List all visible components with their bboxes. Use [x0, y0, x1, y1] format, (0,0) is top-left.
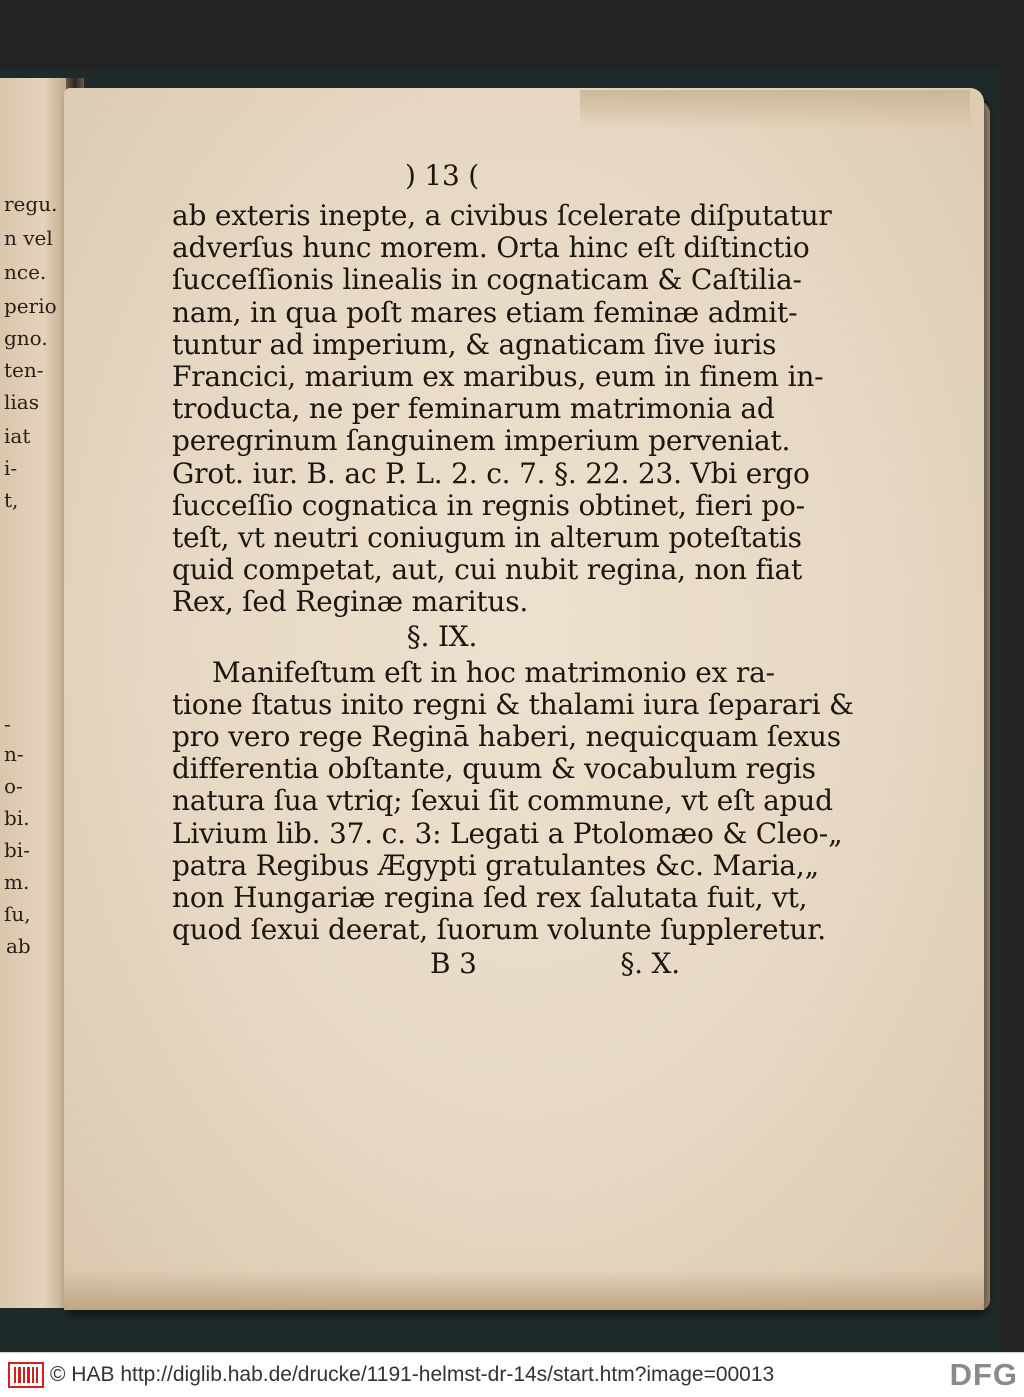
- barcode-icon: [6, 1360, 46, 1390]
- page-footer: [172, 948, 712, 980]
- left-fragment: bi.: [4, 806, 30, 830]
- left-page: [0, 78, 72, 1308]
- paper-stain: [580, 90, 970, 130]
- text-line: pro vero rege Reginā haberi, nequicquam ſexus: [172, 720, 841, 754]
- left-fragment: ten-: [4, 358, 44, 382]
- left-fragment: nce.: [4, 260, 47, 284]
- text-line: peregrinum ſanguinem imperium perveniat.: [172, 424, 791, 458]
- copyright-url[interactable]: © HAB http://diglib.hab.de/drucke/1191-helmst-dr-14s/start.htm?image=00013: [50, 1363, 775, 1386]
- footer-bar: [0, 1352, 1024, 1397]
- text-line: quod ſexui deerat, ſuorum volunte ſuppleretur.: [172, 913, 827, 947]
- left-fragment: bi-: [4, 838, 30, 862]
- left-fragment: ſu,: [4, 902, 31, 926]
- text-line: Livium lib. 37. c. 3: Legati a Ptolomæo & Cleo-„: [172, 816, 843, 850]
- left-fragment: n-: [4, 742, 24, 766]
- left-fragment: iat: [4, 424, 31, 448]
- left-fragment: perio: [4, 294, 57, 318]
- signature-mark: B 3: [430, 947, 477, 981]
- dfg-logo: DFG: [949, 1357, 1018, 1392]
- text-line: ſucceſſionis linealis in cognaticam & Caſtilia-: [172, 263, 802, 297]
- text-line: non Hungariæ regina ſed rex ſalutata fuit, vt,: [172, 881, 808, 915]
- text-line: teſt, vt neutri coniugum in alterum poteſtatis: [172, 521, 802, 555]
- section-heading: §. IX.: [406, 619, 478, 653]
- text-line: tione ſtatus inito regni & thalami iura ſeparari &: [172, 687, 854, 721]
- text-line: patra Regibus Ægypti gratulantes &c. Maria,„: [172, 848, 819, 882]
- left-fragment: regu.: [4, 192, 58, 216]
- text-line: Grot. iur. B. ac P. L. 2. c. 7. §. 22. 23. Vbi ergo: [172, 456, 810, 490]
- left-fragment: n vel: [4, 226, 53, 250]
- left-fragment: o-: [4, 774, 23, 798]
- text-line: ab exteris inepte, a civibus ſcelerate diſputatur: [172, 199, 832, 232]
- left-fragment: -: [4, 712, 11, 736]
- page-header: ) 13 (: [404, 159, 480, 192]
- text-line: adverſus hunc morem. Orta hinc eſt diſtinctio: [172, 231, 810, 265]
- text-line: nam, in qua poſt mares etiam feminæ admit-: [172, 295, 798, 329]
- text-line: troducta, ne per feminarum matrimonia ad: [172, 392, 775, 426]
- text-line: Francici, marium ex maribus, eum in finem in-: [172, 360, 824, 394]
- left-fragment: lias: [4, 390, 39, 414]
- page-text: [172, 159, 854, 981]
- paper-stain: [64, 1270, 984, 1310]
- left-fragment: m.: [4, 870, 30, 894]
- left-fragment: i-: [4, 456, 18, 480]
- text-line: Manifeſtum eſt in hoc matrimonio ex ra-: [212, 655, 775, 689]
- text-line: differentia obſtante, quum & vocabulum regis: [172, 752, 816, 786]
- left-fragment: ab: [6, 934, 31, 958]
- left-fragment: t,: [4, 488, 19, 512]
- text-line: Rex, ſed Reginæ maritus.: [172, 585, 529, 619]
- text-line: tuntur ad imperium, & agnaticam ſive iuris: [172, 327, 777, 361]
- text-line: ſucceſſio cognatica in regnis obtinet, fieri po-: [172, 488, 805, 522]
- text-line: natura ſua vtriq; ſexui ſit commune, vt eſt apud: [172, 784, 833, 818]
- left-fragment: gno.: [4, 326, 48, 350]
- text-line: quid competat, aut, cui nubit regina, non fiat: [172, 553, 803, 587]
- catchword: §. X.: [620, 947, 680, 981]
